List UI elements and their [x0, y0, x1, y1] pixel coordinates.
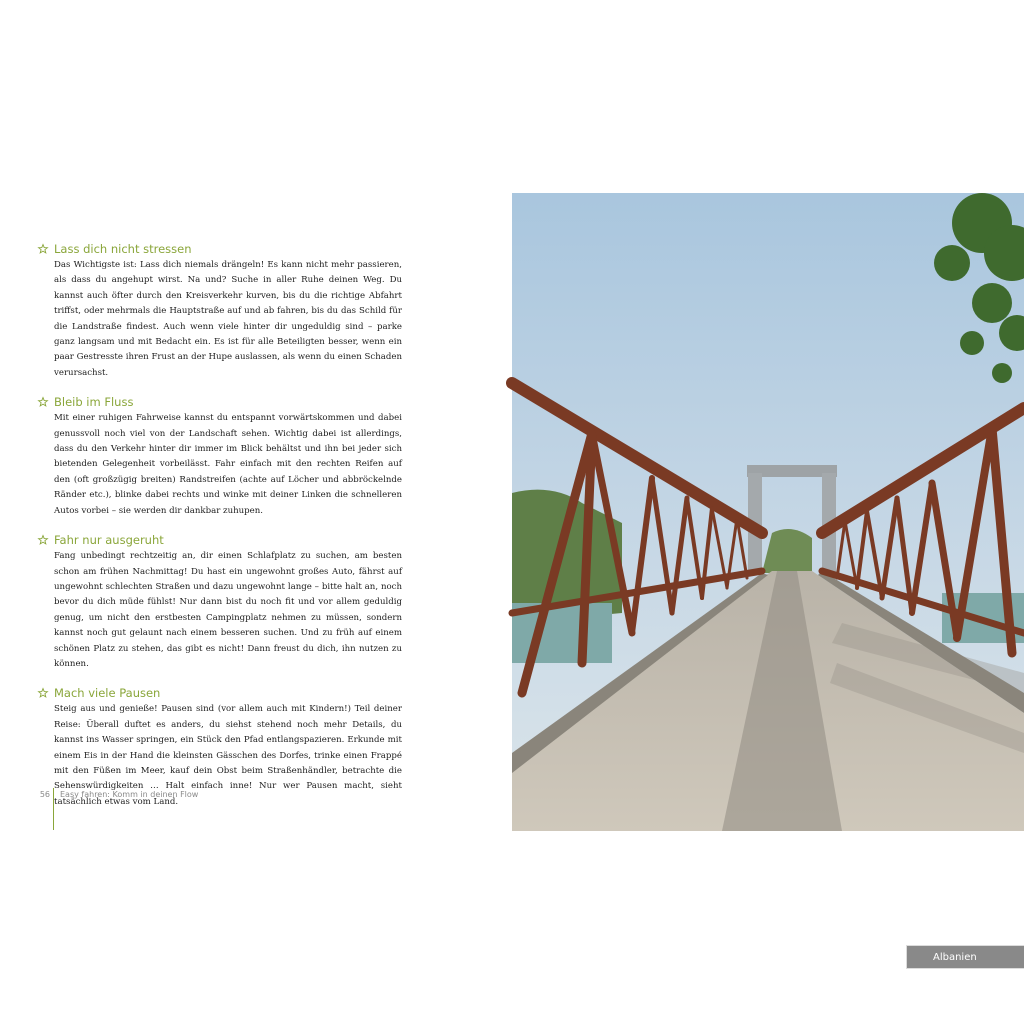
- tip-heading: [38, 531, 402, 549]
- star-outline-icon: [38, 397, 48, 407]
- tip-title: Bleib im Fluss: [54, 395, 134, 410]
- tip-body: Das Wichtigste ist: Lass dich niemals drängeln! Es kann nicht mehr passieren, als dass du angehupt wirst. Na und? Suche in aller Ruhe deinen Weg. Du kannst auch öfter durch den Kreisverkehr kurven, bis du die richtige Abfahrt triffst, oder mehrmals die Hauptstraße auf und ab fahren, bis du das Schild für die Landstraße findest. Auch wenn viele hinter dir ungeduldig sind – parke ganz langsam und mit Bedacht ein. Es ist für alle Beteiligten besser, wenn ein paar Gestresste ihren Frust an der Hupe auslassen, als wenn du einen Schaden verursachst.: [54, 260, 402, 378]
- tip-body: Steig aus und genieße! Pausen sind (vor allem auch mit Kindern!) Teil deiner Reise: Überall duftet es anders, du siehst stehend noch mehr Details, du kannst ins Wasser springen, ein Stück den Pfad entlangspazieren. Erkunde mit einem Eis in der Hand die kleinsten Gässchen des Dorfes, trinke einen Frappé mit den Füßen im Meer, kauf dein Obst beim Straßenhändler, betrachte die Sehenswürdigkeiten … Halt einfach inne! Nur wer Pausen macht, sieht tatsächlich etwas vom Land.: [54, 704, 402, 807]
- tip-section: [38, 531, 402, 672]
- tips-list: [38, 240, 402, 822]
- star-outline-icon: [38, 688, 48, 698]
- page-footer: [38, 790, 198, 830]
- photo-caption: Albanien: [906, 945, 1024, 969]
- tip-title: Lass dich nicht stressen: [54, 242, 192, 256]
- running-title: Easy fahren: Komm in deinen Flow: [60, 790, 199, 799]
- footer-divider: [53, 788, 54, 830]
- tip-body: Mit einer ruhigen Fahrweise kannst du entspannt vorwärtskommen und dabei genussvoll noch viel von der Landschaft sehen. Wichtig dabei ist allerdings, dass du den Verkehr hinter dir immer im Blick behältst und ihn bei jeder sich bietenden Gelegenheit vorbeilässt. Fahr einfach mit den rechten Reifen auf den (oft großzügig breiten) Randstreifen (achte auf Löcher und abbröckelnde Ränder etc.), blinke dabei rechts und winke mit deiner Linken die schnelleren Autos vorbei – sie werden dir dankbar zuhupen.: [54, 413, 402, 516]
- bridge-photo: [512, 193, 1024, 963]
- tip-heading: [38, 393, 402, 411]
- tip-heading: [38, 684, 402, 702]
- tip-section: [38, 240, 402, 381]
- bridge-illustration: [512, 193, 1024, 831]
- tip-section: [38, 393, 402, 519]
- page-number: 56: [39, 790, 50, 799]
- tip-title: Fahr nur ausgeruht: [54, 533, 164, 548]
- tip-title: Mach viele Pausen: [54, 686, 161, 701]
- tip-body: Fang unbedingt rechtzeitig an, dir einen Schlafplatz zu suchen, am besten schon am frühen Nachmittag! Du hast ein ungewohnt großes Auto, fährst auf ungewohnt schlechten Straßen und dazu ungewohnt lange – bitte halt an, noch bevor du dich müde fühlst! Nur dann bist du noch fit und vor allem geduldig genug, um nicht den erstbesten Campingplatz nehmen zu müssen, sondern kannst noch gut gelaunt nach einem besseren suchen. Und zu früh auf einem schönen Platz zu stehen, das gibt es nicht! Dann freust du dich, ihn nutzen zu können.: [54, 551, 402, 669]
- tip-heading: [38, 240, 402, 258]
- star-outline-icon: [38, 535, 48, 545]
- star-outline-icon: [38, 244, 48, 254]
